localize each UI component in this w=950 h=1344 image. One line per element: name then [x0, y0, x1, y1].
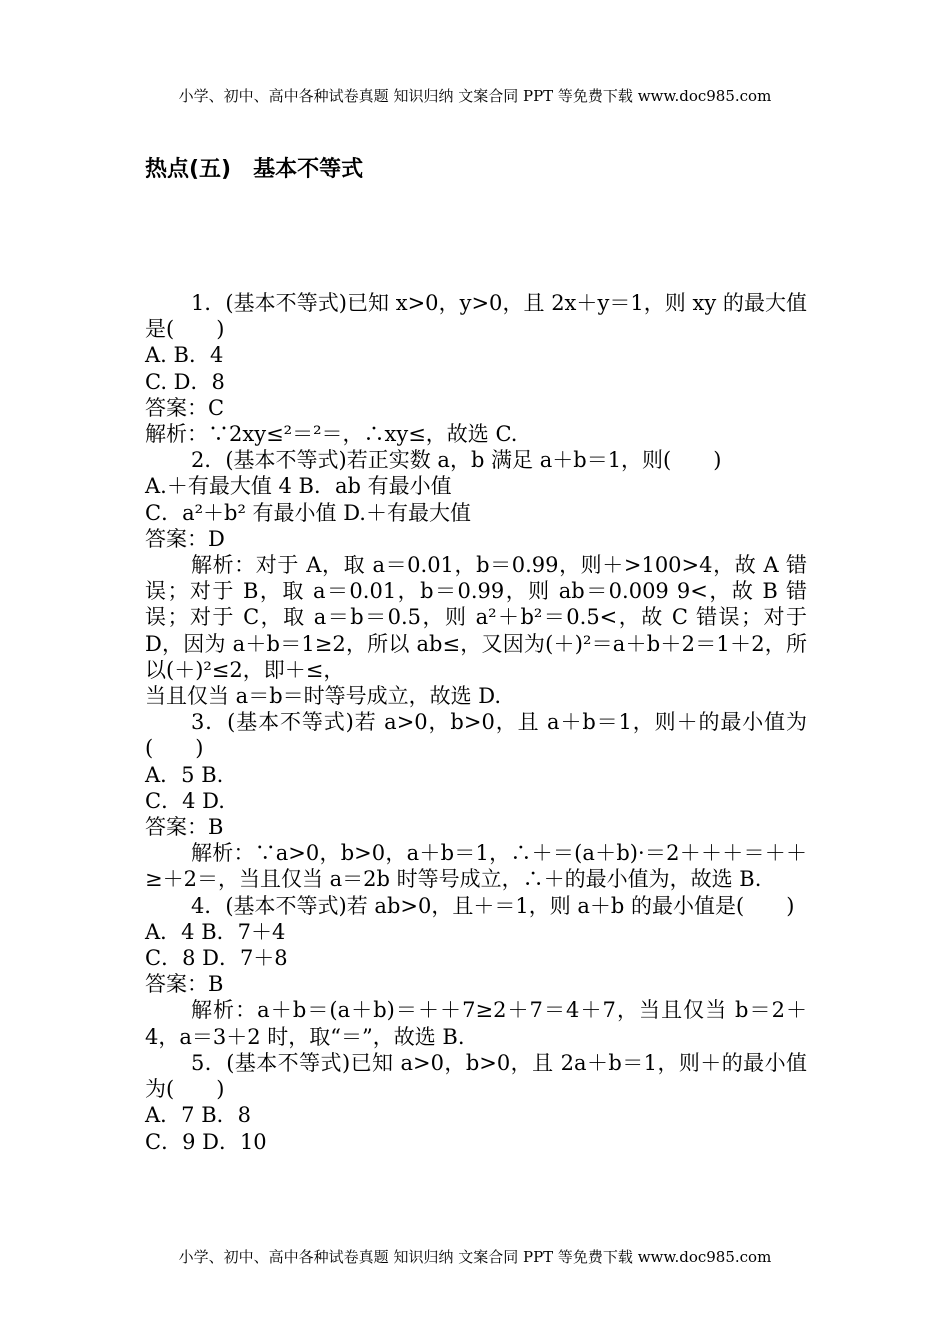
text-line: A.＋有最大值 4 B．ab 有最小值 — [145, 474, 452, 499]
text-line: C．4 D. — [145, 788, 225, 813]
document-body — [145, 290, 807, 1155]
text-line: A．4 B．7＋4 — [145, 919, 286, 944]
page-header: 小学、初中、高中各种试卷真题 知识归纳 文案合同 PPT 等免费下载 www.doc985.com — [178, 87, 772, 105]
text-line: C．9 D．10 — [145, 1129, 267, 1154]
text-line: 答案：B — [145, 972, 224, 997]
text-line: 解析：∵a>0，b>0，a＋b＝1，∴＋＝(a＋b)·＝2＋＋＋＝＋＋≥＋2＝，当且仅当 a＝2b 时等号成立，∴＋的最小值为，故选 B. — [145, 841, 807, 892]
text-line: 解析：a＋b＝(a＋b)＝＋＋7≥2＋7＝4＋7，当且仅当 b＝2＋4，a＝3＋2 时，取“＝”，故选 B. — [145, 998, 807, 1049]
text-line: 1．(基本不等式)已知 x>0，y>0，且 2x＋y＝1，则 xy 的最大值是( ) — [145, 291, 807, 342]
text-line: 解析：对于 A，取 a＝0.01，b＝0.99，则＋>100>4，故 A 错误；对于 B，取 a＝0.01，b＝0.99，则 ab＝0.009 9<，故 B 错误；对于 C，取 a＝b＝0.5，则 a²＋b²＝0.5<，故 C 错误；对于 D，因为 a＋b＝1≥2，所以 ab≤，又因为(＋)²＝a＋b＋2＝1＋2，所以(＋)²≤2，即＋≤， — [145, 553, 807, 682]
text-line: 4．(基本不等式)若 ab>0，且＋＝1，则 a＋b 的最小值是( ) — [191, 893, 795, 918]
text-line: C．8 D．7＋8 — [145, 946, 288, 971]
page-footer: 小学、初中、高中各种试卷真题 知识归纳 文案合同 PPT 等免费下载 www.doc985.com — [178, 1248, 772, 1266]
text-line: 2．(基本不等式)若正实数 a，b 满足 a＋b＝1，则( ) — [191, 448, 722, 473]
text-line: 3．(基本不等式)若 a>0，b>0，且 a＋b＝1，则＋的最小值为( ) — [145, 710, 807, 761]
text-line: C．a²＋b² 有最小值 D.＋有最大值 — [145, 500, 471, 525]
text-line: 解析：∵2xy≤²＝²＝，∴xy≤，故选 C. — [145, 422, 518, 447]
text-line: A．7 B．8 — [145, 1103, 251, 1128]
text-line: A．5 B. — [145, 762, 224, 787]
text-line: 答案：D — [145, 526, 225, 551]
text-line: 答案：C — [145, 395, 225, 420]
text-line: A. B．4 — [145, 343, 224, 368]
text-line: 当且仅当 a＝b＝时等号成立，故选 D. — [145, 684, 502, 709]
text-line: C. D．8 — [145, 369, 225, 394]
section-title: 热点(五) 基本不等式 — [145, 157, 364, 182]
text-line: 5．(基本不等式)已知 a>0，b>0，且 2a＋b＝1，则＋的最小值为( ) — [145, 1050, 807, 1102]
text-line: 答案：B — [145, 815, 224, 840]
